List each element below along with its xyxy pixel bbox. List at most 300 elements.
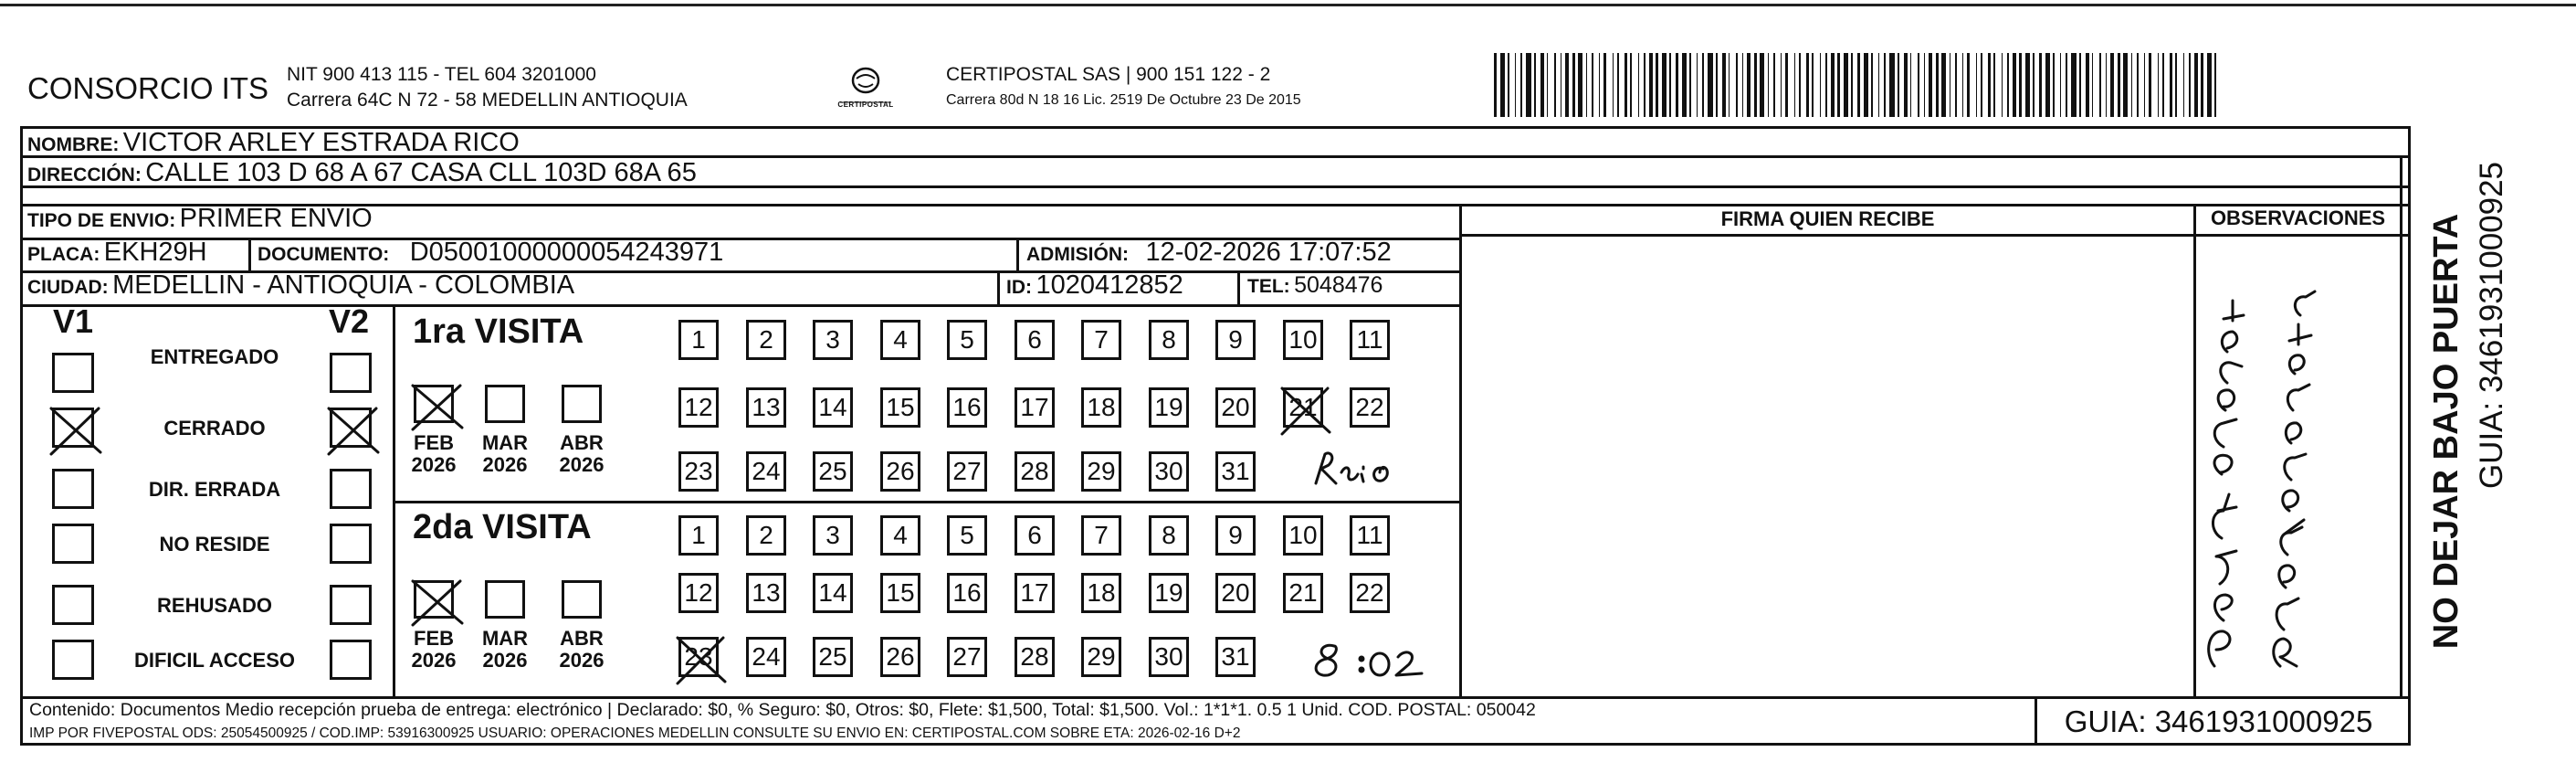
day-number: 21 bbox=[1288, 578, 1318, 607]
barcode-bar bbox=[1918, 53, 1919, 117]
barcode-bar bbox=[1526, 53, 1531, 117]
barcode-bar bbox=[1904, 53, 1908, 117]
shipping-type: PRIMER ENVIO bbox=[179, 204, 373, 233]
barcode-bar bbox=[2045, 53, 2050, 117]
barcode-bar bbox=[1716, 53, 1718, 117]
day-number: 13 bbox=[752, 393, 781, 421]
barcode bbox=[1494, 53, 2224, 117]
day-box[interactable] bbox=[1215, 515, 1256, 556]
day-box[interactable] bbox=[880, 451, 920, 492]
day-box[interactable] bbox=[947, 515, 987, 556]
check-mark bbox=[676, 634, 727, 685]
day-box[interactable] bbox=[678, 573, 719, 613]
barcode-bar bbox=[2201, 53, 2203, 117]
day-box[interactable] bbox=[1283, 515, 1323, 556]
year-label: 2026 bbox=[411, 453, 457, 476]
day-box[interactable] bbox=[746, 387, 786, 428]
day-number: 13 bbox=[752, 578, 781, 607]
barcode-bar bbox=[2007, 53, 2009, 117]
day-number: 17 bbox=[1020, 578, 1049, 607]
day-box[interactable] bbox=[1149, 320, 1189, 360]
day-box[interactable] bbox=[1350, 573, 1390, 613]
day-box[interactable] bbox=[1081, 320, 1121, 360]
month-label: ABR bbox=[560, 627, 604, 650]
plate-field bbox=[27, 238, 207, 268]
barcode-bar bbox=[1962, 53, 1963, 117]
barcode-bar bbox=[1889, 53, 1895, 117]
id-label: ID: bbox=[1006, 277, 1032, 298]
day-number: 10 bbox=[1288, 325, 1318, 354]
barcode-bar bbox=[2025, 53, 2030, 117]
barcode-bar bbox=[1941, 53, 1946, 117]
month-label: FEB bbox=[414, 431, 454, 454]
barcode-bar bbox=[2149, 53, 2151, 117]
day-number: 30 bbox=[1154, 457, 1183, 485]
day-number: 24 bbox=[752, 642, 781, 671]
day-number: 31 bbox=[1221, 457, 1250, 485]
barcode-bar bbox=[2071, 53, 2077, 117]
day-number: 28 bbox=[1020, 642, 1049, 671]
barcode-bar bbox=[1500, 53, 1505, 117]
day-number: 9 bbox=[1228, 521, 1243, 549]
day-box[interactable] bbox=[947, 573, 987, 613]
day-number: 8 bbox=[1162, 325, 1176, 354]
check-mark bbox=[411, 577, 464, 627]
day-box[interactable] bbox=[813, 515, 853, 556]
barcode-bar bbox=[2207, 53, 2212, 117]
company-name: CONSORCIO ITS bbox=[27, 71, 269, 105]
day-number: 20 bbox=[1221, 393, 1250, 421]
day-number: 2 bbox=[759, 325, 773, 354]
barcode-bar bbox=[1729, 53, 1730, 117]
v1-checkbox[interactable] bbox=[52, 640, 94, 680]
barcode-bar bbox=[1722, 53, 1726, 117]
day-box[interactable] bbox=[1215, 451, 1256, 492]
tel-label: TEL: bbox=[1247, 276, 1290, 297]
document-field bbox=[258, 238, 723, 268]
day-number: 29 bbox=[1087, 457, 1116, 485]
day-box[interactable] bbox=[880, 637, 920, 677]
barcode-bar bbox=[1708, 53, 1713, 117]
name-label: NOMBRE: bbox=[27, 134, 120, 155]
day-number: 26 bbox=[886, 642, 915, 671]
barcode-bar bbox=[1630, 53, 1632, 117]
day-box[interactable] bbox=[746, 637, 786, 677]
barcode-bar bbox=[1689, 53, 1691, 117]
barcode-bar bbox=[1599, 53, 1600, 117]
barcode-bar bbox=[1844, 53, 1848, 117]
day-box[interactable] bbox=[1149, 451, 1189, 492]
day-number: 18 bbox=[1087, 393, 1116, 421]
barcode-bar bbox=[1494, 53, 1497, 117]
address-label: DIRECCIÓN: bbox=[27, 164, 142, 185]
barcode-bar bbox=[1508, 53, 1509, 117]
day-box[interactable] bbox=[746, 451, 786, 492]
day-number: 3 bbox=[825, 521, 840, 549]
barcode-bar bbox=[1831, 53, 1835, 117]
day-number: 19 bbox=[1154, 578, 1183, 607]
day-box[interactable] bbox=[1081, 387, 1121, 428]
barcode-bar bbox=[1936, 53, 1939, 117]
day-box[interactable] bbox=[1081, 451, 1121, 492]
day-box[interactable] bbox=[1015, 573, 1055, 613]
day-number: 5 bbox=[960, 521, 974, 549]
year-label: 2026 bbox=[559, 453, 605, 476]
barcode-bar bbox=[1773, 53, 1775, 117]
day-number: 1 bbox=[691, 521, 706, 549]
barcode-bar bbox=[1929, 53, 1932, 117]
day-box[interactable] bbox=[1015, 387, 1055, 428]
day-box[interactable] bbox=[880, 320, 920, 360]
day-number: 1 bbox=[691, 325, 706, 354]
day-box[interactable] bbox=[1149, 515, 1189, 556]
month-label: MAR bbox=[481, 627, 529, 650]
barcode-bar bbox=[2013, 53, 2016, 117]
barcode-bar bbox=[1638, 53, 1639, 117]
barcode-bar bbox=[1676, 53, 1678, 117]
month-checkbox[interactable] bbox=[485, 580, 525, 619]
day-number: 26 bbox=[886, 457, 915, 485]
day-number: 23 bbox=[684, 642, 713, 671]
day-number: 6 bbox=[1027, 325, 1042, 354]
day-box[interactable] bbox=[1149, 387, 1189, 428]
observations-handwriting bbox=[2196, 237, 2400, 696]
barcode-bar bbox=[1806, 53, 1809, 117]
day-box[interactable] bbox=[1015, 320, 1055, 360]
id-value: 1020412852 bbox=[1036, 270, 1183, 300]
day-number: 23 bbox=[684, 457, 713, 485]
day-box[interactable] bbox=[1081, 637, 1121, 677]
day-box[interactable] bbox=[813, 451, 853, 492]
barcode-bar bbox=[1613, 53, 1614, 117]
status-label: REHUSADO bbox=[157, 594, 272, 617]
v1-checkbox[interactable] bbox=[52, 353, 94, 393]
barcode-bar bbox=[1988, 53, 1991, 117]
day-number: 15 bbox=[886, 578, 915, 607]
v1-checkbox[interactable] bbox=[52, 469, 94, 509]
v2-checkbox[interactable] bbox=[330, 524, 372, 564]
day-number: 12 bbox=[684, 578, 713, 607]
day-number: 10 bbox=[1288, 521, 1318, 549]
barcode-bar bbox=[2175, 53, 2177, 117]
day-box[interactable] bbox=[1283, 320, 1323, 360]
barcode-bar bbox=[2137, 53, 2139, 117]
signature-area[interactable] bbox=[1462, 237, 2193, 696]
barcode-bar bbox=[1572, 53, 1575, 117]
barcode-bar bbox=[2183, 53, 2184, 117]
day-box[interactable] bbox=[1283, 573, 1323, 613]
day-box[interactable] bbox=[1215, 387, 1256, 428]
barcode-bar bbox=[2158, 53, 2159, 117]
plate-label: PLACA: bbox=[27, 244, 100, 265]
day-box[interactable] bbox=[1350, 320, 1390, 360]
month-checkbox[interactable] bbox=[562, 580, 602, 619]
carrier-line-2: Carrera 80d N 18 16 Lic. 2519 De Octubre 23 De 2015 bbox=[946, 92, 1301, 108]
barcode-bar bbox=[1871, 53, 1873, 117]
day-box[interactable] bbox=[746, 573, 786, 613]
logo-text: CERTIPOSTAL bbox=[837, 101, 894, 109]
barcode-bar bbox=[1884, 53, 1886, 117]
admission-field bbox=[1026, 238, 1392, 268]
day-number: 3 bbox=[825, 325, 840, 354]
day-number: 25 bbox=[818, 457, 847, 485]
day-box[interactable] bbox=[1081, 515, 1121, 556]
day-box[interactable] bbox=[813, 573, 853, 613]
day-box[interactable] bbox=[678, 515, 719, 556]
barcode-bar bbox=[2194, 53, 2198, 117]
year-label: 2026 bbox=[559, 649, 605, 672]
day-box[interactable] bbox=[880, 515, 920, 556]
barcode-bar bbox=[1540, 53, 1544, 117]
barcode-bar bbox=[1592, 53, 1593, 117]
footer-content-line: Contenido: Documentos Medio recepción prueba de entrega: electrónico | Declarado: $0, % Seguro: $0, Otros: $0, Flete: $1,500, Total: $1,500. Vol.: 1*1*1. 0.5 1 Unid. COD. POSTAL: 050042 bbox=[29, 700, 1536, 720]
day-box[interactable] bbox=[880, 573, 920, 613]
barcode-bar bbox=[1547, 53, 1548, 117]
day-number: 5 bbox=[960, 325, 974, 354]
day-number: 30 bbox=[1154, 642, 1183, 671]
barcode-bar bbox=[2086, 53, 2089, 117]
v2-label: V2 bbox=[329, 302, 370, 340]
day-number: 27 bbox=[952, 457, 982, 485]
barcode-bar bbox=[2039, 53, 2042, 117]
document-label: DOCUMENTO: bbox=[258, 244, 390, 265]
v2-checkbox[interactable] bbox=[330, 469, 372, 509]
day-number: 29 bbox=[1087, 642, 1116, 671]
recipient-name-row bbox=[27, 128, 520, 158]
day-box[interactable] bbox=[1081, 573, 1121, 613]
first-visit-signature-scribble bbox=[1303, 447, 1429, 492]
day-number: 12 bbox=[684, 393, 713, 421]
day-box[interactable] bbox=[1215, 637, 1256, 677]
barcode-bar bbox=[2066, 53, 2067, 117]
day-box[interactable] bbox=[1149, 637, 1189, 677]
day-box[interactable] bbox=[746, 320, 786, 360]
barcode-bar bbox=[2019, 53, 2022, 117]
day-box[interactable] bbox=[678, 451, 719, 492]
v1-checkbox[interactable] bbox=[52, 585, 94, 625]
barcode-bar bbox=[1981, 53, 1982, 117]
barcode-bar bbox=[1754, 53, 1757, 117]
barcode-bar bbox=[2079, 53, 2081, 117]
day-number: 16 bbox=[952, 393, 982, 421]
barcode-bar bbox=[1534, 53, 1536, 117]
barcode-bar bbox=[1644, 53, 1645, 117]
barcode-bar bbox=[1820, 53, 1821, 117]
barcode-bar bbox=[1851, 53, 1853, 117]
barcode-bar bbox=[1656, 53, 1658, 117]
check-mark bbox=[1280, 385, 1331, 436]
day-box[interactable] bbox=[678, 387, 719, 428]
barcode-bar bbox=[1554, 53, 1556, 117]
day-box[interactable] bbox=[1283, 387, 1323, 428]
status-label: NO RESIDE bbox=[159, 533, 270, 556]
day-number: 4 bbox=[893, 521, 908, 549]
barcode-bar bbox=[2060, 53, 2061, 117]
day-number: 28 bbox=[1020, 457, 1049, 485]
day-box[interactable] bbox=[678, 637, 719, 677]
v2-checkbox[interactable] bbox=[330, 585, 372, 625]
shipping-type-row bbox=[27, 204, 373, 234]
barcode-bar bbox=[1967, 53, 1970, 117]
recipient-name: VICTOR ARLEY ESTRADA RICO bbox=[122, 128, 520, 157]
v2-checkbox[interactable] bbox=[330, 640, 372, 680]
second-visit-time-scribble bbox=[1303, 637, 1429, 683]
month-checkbox[interactable] bbox=[485, 385, 525, 423]
day-box[interactable] bbox=[1350, 387, 1390, 428]
status-label: ENTREGADO bbox=[150, 345, 279, 368]
barcode-bar bbox=[2162, 53, 2164, 117]
admission-label: ADMISIÓN: bbox=[1026, 244, 1129, 265]
barcode-bar bbox=[1760, 53, 1764, 117]
check-mark bbox=[327, 405, 380, 456]
barcode-bar bbox=[2106, 53, 2107, 117]
barcode-bar bbox=[2144, 53, 2145, 117]
company-address: Carrera 64C N 72 - 58 MEDELLIN ANTIOQUIA bbox=[287, 90, 688, 111]
v2-checkbox[interactable] bbox=[330, 353, 372, 393]
barcode-bar bbox=[2189, 53, 2191, 117]
plate-value: EKH29H bbox=[103, 238, 207, 267]
barcode-bar bbox=[1898, 53, 1899, 117]
day-box[interactable] bbox=[746, 515, 786, 556]
barcode-bar bbox=[1812, 53, 1814, 117]
barcode-bar bbox=[1785, 53, 1788, 117]
barcode-bar bbox=[1624, 53, 1627, 117]
barcode-bar bbox=[1565, 53, 1569, 117]
admission-value: 12-02-2026 17:07:52 bbox=[1145, 238, 1392, 267]
day-number: 19 bbox=[1154, 393, 1183, 421]
month-checkbox[interactable] bbox=[414, 580, 454, 619]
barcode-bar bbox=[2118, 53, 2120, 117]
day-number: 24 bbox=[752, 457, 781, 485]
barcode-bar bbox=[1520, 53, 1522, 117]
month-checkbox[interactable] bbox=[562, 385, 602, 423]
day-number: 15 bbox=[886, 393, 915, 421]
barcode-bar bbox=[1669, 53, 1671, 117]
check-mark bbox=[49, 405, 102, 456]
barcode-bar bbox=[1747, 53, 1751, 117]
day-box[interactable] bbox=[1015, 637, 1055, 677]
barcode-bar bbox=[1515, 53, 1516, 117]
day-box[interactable] bbox=[947, 451, 987, 492]
city-field bbox=[27, 270, 574, 301]
no-dejar-bajo-puerta: NO DEJAR BAJO PUERTA bbox=[2427, 213, 2466, 650]
v1-label: V1 bbox=[53, 302, 94, 340]
v2-checkbox[interactable] bbox=[330, 408, 372, 448]
day-box[interactable] bbox=[1350, 515, 1390, 556]
barcode-bar bbox=[1742, 53, 1743, 117]
barcode-bar bbox=[1799, 53, 1801, 117]
barcode-bar bbox=[1649, 53, 1653, 117]
day-box[interactable] bbox=[947, 320, 987, 360]
day-number: 14 bbox=[818, 393, 847, 421]
day-box[interactable] bbox=[678, 320, 719, 360]
address-row bbox=[27, 158, 697, 188]
day-box[interactable] bbox=[1015, 515, 1055, 556]
barcode-bar bbox=[1955, 53, 1957, 117]
day-box[interactable] bbox=[1215, 573, 1256, 613]
day-number: 16 bbox=[952, 578, 982, 607]
day-number: 22 bbox=[1355, 393, 1384, 421]
check-mark bbox=[411, 382, 464, 431]
day-number: 11 bbox=[1356, 325, 1383, 354]
day-number: 14 bbox=[818, 578, 847, 607]
year-label: 2026 bbox=[482, 649, 528, 672]
barcode-bar bbox=[1768, 53, 1769, 117]
day-number: 7 bbox=[1094, 325, 1109, 354]
carrier-line-1: CERTIPOSTAL SAS | 900 151 122 - 2 bbox=[946, 64, 1271, 85]
document-value: D05001000000054243971 bbox=[409, 238, 724, 267]
barcode-bar bbox=[2110, 53, 2114, 117]
barcode-bar bbox=[1857, 53, 1860, 117]
day-box[interactable] bbox=[813, 637, 853, 677]
barcode-bar bbox=[1910, 53, 1911, 117]
top-edge-line bbox=[0, 4, 2576, 6]
barcode-bar bbox=[1578, 53, 1582, 117]
barcode-bar bbox=[1702, 53, 1704, 117]
day-box[interactable] bbox=[1015, 451, 1055, 492]
first-visit-title: 1ra VISITA bbox=[413, 312, 584, 351]
recipient-address: CALLE 103 D 68 A 67 CASA CLL 103D 68A 65 bbox=[145, 158, 697, 187]
barcode-bar bbox=[1976, 53, 1977, 117]
month-label: FEB bbox=[414, 627, 454, 650]
barcode-bar bbox=[2092, 53, 2093, 117]
barcode-bar bbox=[2170, 53, 2172, 117]
day-box[interactable] bbox=[1215, 320, 1256, 360]
barcode-bar bbox=[1682, 53, 1687, 117]
footer-guia: GUIA: 3461931000925 bbox=[2064, 704, 2373, 738]
day-number: 2 bbox=[759, 521, 773, 549]
barcode-bar bbox=[1864, 53, 1868, 117]
day-box[interactable] bbox=[880, 387, 920, 428]
guia-vertical: GUIA: 3461931000925 bbox=[2474, 161, 2509, 490]
v1-checkbox[interactable] bbox=[52, 408, 94, 448]
barcode-bar bbox=[2099, 53, 2101, 117]
day-box[interactable] bbox=[813, 320, 853, 360]
day-number: 17 bbox=[1020, 393, 1049, 421]
signature-header: FIRMA QUIEN RECIBE bbox=[1720, 207, 1935, 230]
day-box[interactable] bbox=[947, 387, 987, 428]
v1-checkbox[interactable] bbox=[52, 524, 94, 564]
certipostal-logo bbox=[829, 64, 902, 113]
barcode-bar bbox=[1924, 53, 1925, 117]
barcode-bar bbox=[2131, 53, 2132, 117]
day-number: 31 bbox=[1221, 642, 1250, 671]
barcode-bar bbox=[2053, 53, 2055, 117]
year-label: 2026 bbox=[411, 649, 457, 672]
company-nit: NIT 900 413 115 - TEL 604 3201000 bbox=[287, 64, 596, 85]
month-label: ABR bbox=[560, 431, 604, 454]
tel-value: 5048476 bbox=[1294, 272, 1383, 298]
tel-field bbox=[1247, 272, 1383, 299]
year-label: 2026 bbox=[482, 453, 528, 476]
day-box[interactable] bbox=[813, 387, 853, 428]
barcode-bar bbox=[1662, 53, 1667, 117]
barcode-bar bbox=[1825, 53, 1827, 117]
day-box[interactable] bbox=[947, 637, 987, 677]
barcode-bar bbox=[1697, 53, 1698, 117]
day-number: 27 bbox=[952, 642, 982, 671]
day-box[interactable] bbox=[1149, 573, 1189, 613]
shipping-type-label: TIPO DE ENVIO: bbox=[27, 210, 176, 231]
day-number: 22 bbox=[1355, 578, 1384, 607]
day-number: 8 bbox=[1162, 521, 1176, 549]
barcode-bar bbox=[1617, 53, 1619, 117]
id-field bbox=[1006, 270, 1183, 301]
day-number: 25 bbox=[818, 642, 847, 671]
barcode-bar bbox=[1781, 53, 1782, 117]
barcode-bar bbox=[2033, 53, 2035, 117]
month-checkbox[interactable] bbox=[414, 385, 454, 423]
